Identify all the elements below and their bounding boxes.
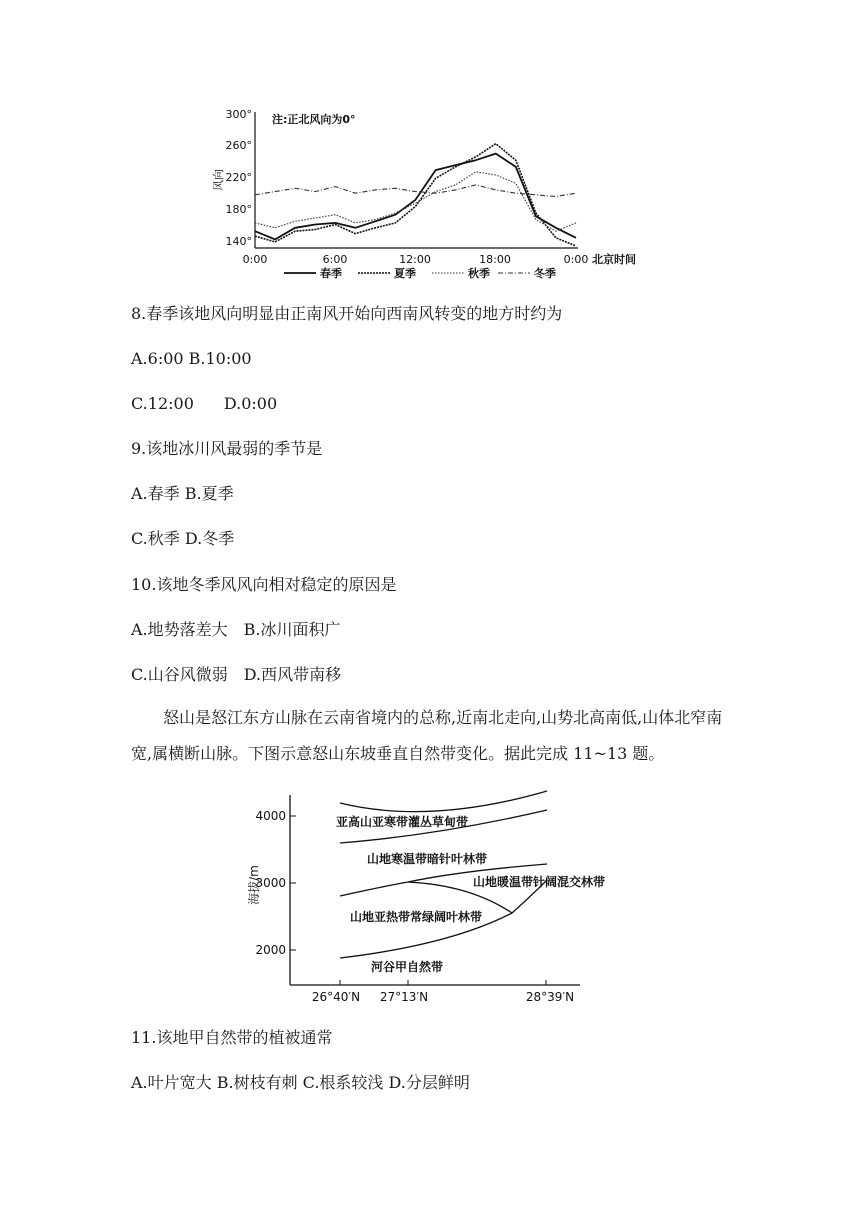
zone-label-dark-conifer: 山地寒温带暗针叶林带 xyxy=(367,852,488,866)
question-9-options-ab: A.春季 B.夏季 xyxy=(131,484,234,503)
question-11-options: A.叶片宽大 B.树枝有刺 C.根系较浅 D.分层鲜明 xyxy=(131,1073,470,1092)
x-tick-26-40: 26°40′N xyxy=(311,990,361,1004)
x-tick-3: 18:00 xyxy=(479,253,511,266)
x-unit-label: 北京时间 xyxy=(592,253,636,266)
legend-label-autumn: 秋季 xyxy=(468,267,490,280)
zone-label-meadow: 亚高山亚寒带灌丛草甸带 xyxy=(336,815,469,829)
wind-direction-chart xyxy=(210,100,636,285)
x-tick-28-39: 28°39′N xyxy=(525,990,575,1004)
y-axis-label: 风向 xyxy=(212,169,225,191)
zone-label-evergreen: 山地亚热带常绿阔叶林带 xyxy=(350,910,483,924)
y-tick-4000: 4000 xyxy=(255,809,286,823)
option-c: C.12:00 xyxy=(131,394,194,413)
question-9-stem: 9.该地冰川风最弱的季节是 xyxy=(131,439,323,458)
y-tick-180: 180° xyxy=(225,203,252,216)
y-tick-2000: 2000 xyxy=(255,943,286,957)
option-a: A.地势落差大 xyxy=(131,620,228,639)
option-c: C.山谷风微弱 xyxy=(131,665,228,684)
y-tick-300: 300° xyxy=(225,108,252,121)
y-tick-140: 140° xyxy=(225,235,252,248)
question-10-options-ab xyxy=(131,620,341,640)
legend xyxy=(284,266,556,280)
series-line-spring xyxy=(255,154,576,240)
question-10-stem: 10.该地冬季风风向相对稳定的原因是 xyxy=(131,575,397,594)
option-b: B.冰川面积广 xyxy=(243,620,341,639)
question-11-stem: 11.该地甲自然带的植被通常 xyxy=(131,1028,333,1047)
legend-label-summer: 夏季 xyxy=(394,267,416,280)
question-9-options-cd: C.秋季 D.冬季 xyxy=(131,529,235,548)
vertical-zone-chart xyxy=(240,785,620,1010)
legend-label-spring: 春季 xyxy=(320,267,342,280)
option-d: D.0:00 xyxy=(223,394,278,413)
question-8-options-ab: A.6:00 B.10:00 xyxy=(131,349,252,368)
zone-label-mixed-forest: 山地暖温带针阔混交林带 xyxy=(473,875,606,889)
zone-label-valley: 河谷甲自然带 xyxy=(371,960,444,974)
question-10-options-cd xyxy=(131,665,341,685)
x-tick-0: 0:00 xyxy=(242,253,268,266)
y-axis-label: 海拔/m xyxy=(247,865,261,905)
y-tick-260: 260° xyxy=(225,139,252,152)
series-line-autumn xyxy=(255,172,576,231)
x-tick-4: 0:00 xyxy=(563,253,589,266)
x-tick-2: 12:00 xyxy=(399,253,431,266)
x-tick-27-13: 27°13′N xyxy=(379,990,429,1004)
legend-label-winter: 冬季 xyxy=(534,267,556,280)
intro-paragraph: 怒山是怒江东方山脉在云南省境内的总称,近南北走向,山势北高南低,山体北窄南宽,属横断山脉。下图示意怒山东坡垂直自然带变化。据此完成 11~13 题。 xyxy=(131,708,723,763)
boundary-top xyxy=(340,791,547,812)
y-tick-3000: 3000 xyxy=(255,876,286,890)
chart-note: 注:正北风向为0° xyxy=(272,113,356,126)
question-8-options-cd xyxy=(131,394,277,414)
x-tick-1: 6:00 xyxy=(322,253,348,266)
y-tick-220: 220° xyxy=(225,171,252,184)
option-d: D.西风带南移 xyxy=(243,665,342,684)
question-8-stem: 8.春季该地风向明显由正南风开始向西南风转变的地方时约为 xyxy=(131,304,563,323)
wind-series-group xyxy=(255,144,576,246)
